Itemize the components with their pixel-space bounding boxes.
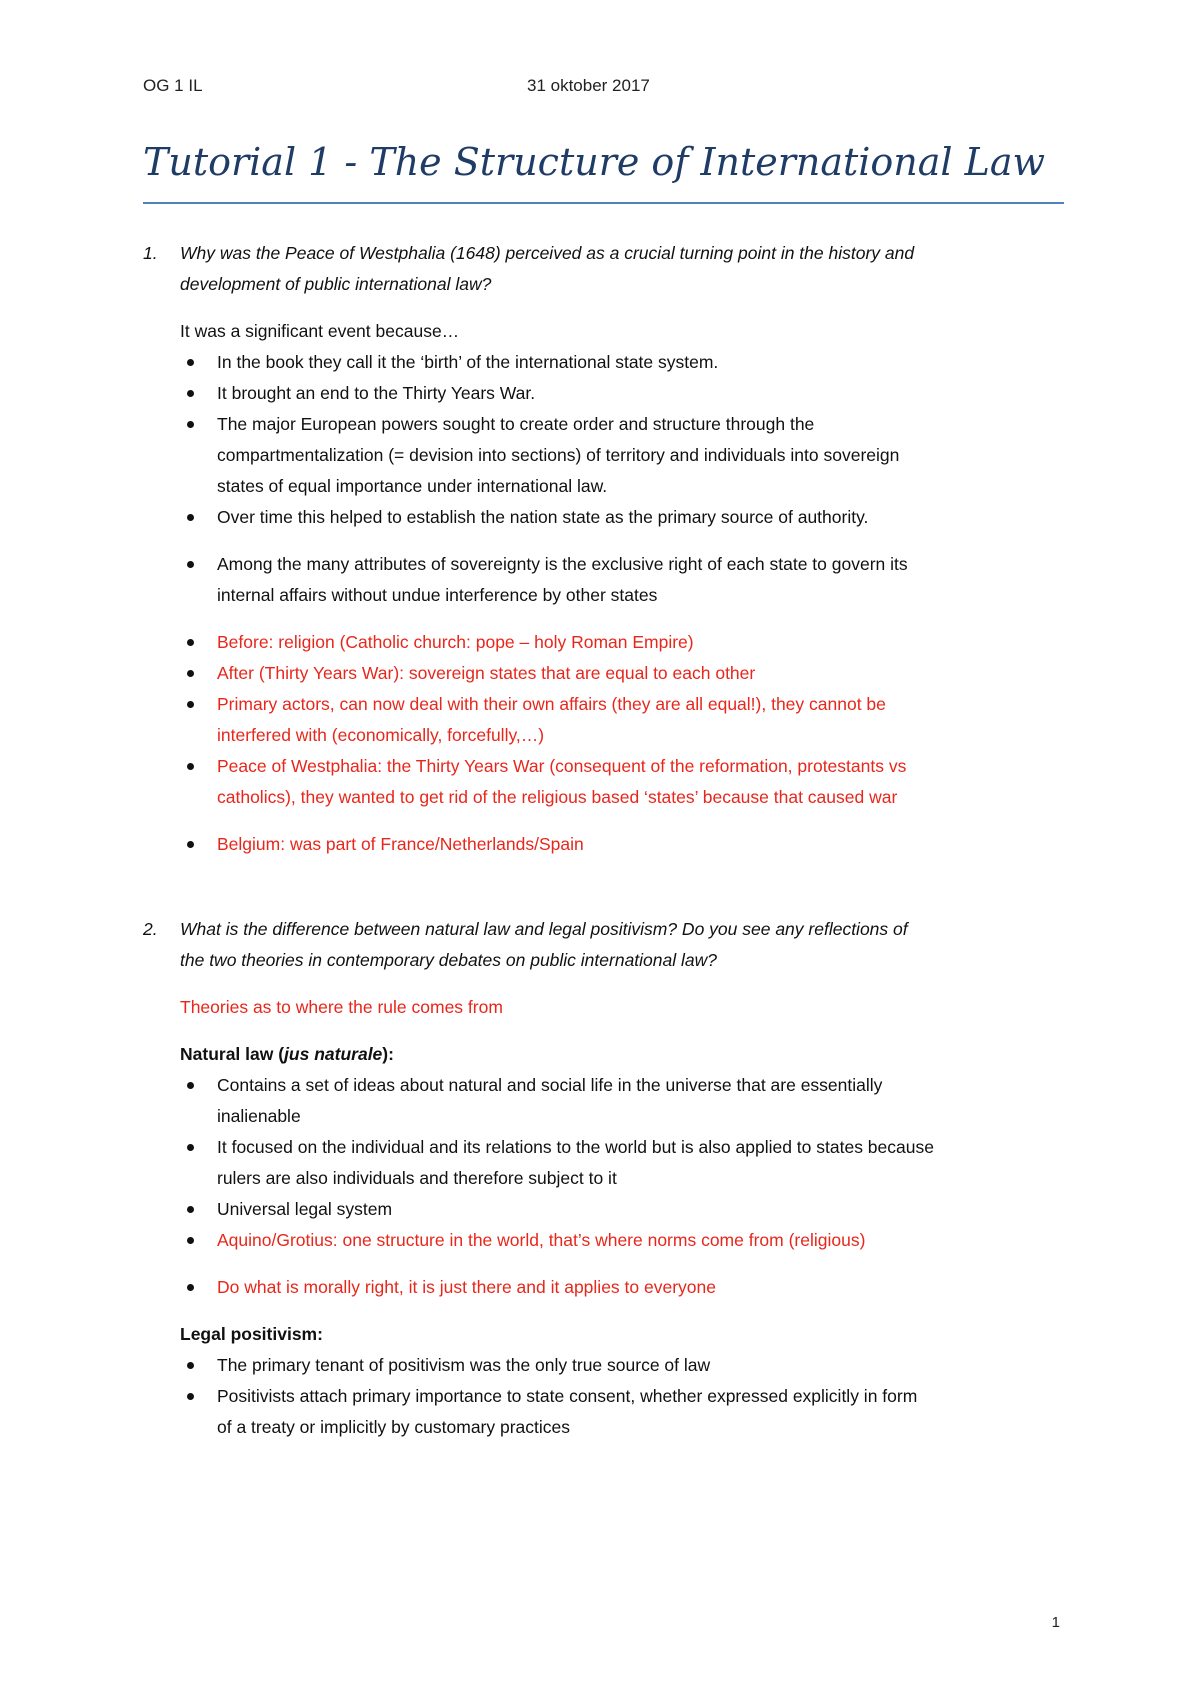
class-notes-intro: Theories as to where the rule comes from [180,997,503,1017]
question-2 [143,914,1063,976]
bullet-icon [187,1144,194,1151]
question-text-line: What is the difference between natural law and legal positivism? Do you see any reflections of [180,919,908,939]
question-text-line: development of public international law? [180,274,492,294]
class-notes-bullets [143,627,1063,813]
page-title: Tutorial 1 - The Structure of International Law [143,140,1046,184]
list-item: Among the many attributes of sovereignty is the exclusive right of each state to govern its internal affairs without undue interference by other states [143,549,1063,611]
list-item: Peace of Westphalia: the Thirty Years War (consequent of the reformation, protestants vs catholics), they wanted to get rid of the religious based ‘states’ because that caused war [143,751,1063,813]
list-item: Aquino/Grotius: one structure in the world, that’s where norms come from (religious) [143,1225,1063,1256]
bullet-icon [187,514,194,521]
list-item: Do what is morally right, it is just there and it applies to everyone [143,1272,1063,1303]
question-number: 2. [143,919,158,939]
bullet-icon [187,1284,194,1291]
list-item: Positivists attach primary importance to state consent, whether expressed explicitly in form of a treaty or implicitly by customary practices [143,1381,1063,1443]
positivism-bullets [143,1350,1063,1443]
list-item: Over time this helped to establish the nation state as the primary source of authority. [143,502,1063,533]
title-underline [143,202,1064,204]
question-text-line: Why was the Peace of Westphalia (1648) perceived as a crucial turning point in the history and [180,243,915,263]
document-body [143,238,1063,1443]
bullet-icon [187,1206,194,1213]
bullet-icon [187,701,194,708]
bullet-icon [187,390,194,397]
bullet-icon [187,1237,194,1244]
list-item: In the book they call it the ‘birth’ of the international state system. [143,347,1063,378]
bullet-icon [187,841,194,848]
bullet-icon [187,421,194,428]
list-item: Primary actors, can now deal with their own affairs (they are all equal!), they cannot be interfered with (economically, forcefully,…) [143,689,1063,751]
bullet-icon [187,561,194,568]
natural-law-bullets [143,1070,1063,1256]
answer-intro: It was a significant event because… [180,321,460,341]
question-1 [143,238,1063,300]
list-item: The major European powers sought to create order and structure through the compartmentalization (= devision into sections) of territory and individuals into sovereign states of equal importance under international law. [143,409,1063,502]
list-item: Belgium: was part of France/Netherlands/Spain [143,829,1063,860]
bullet-icon [187,639,194,646]
bullet-icon [187,1393,194,1400]
section-heading-natural-law: Natural law (jus naturale): [180,1044,394,1064]
question-text-line: the two theories in contemporary debates on public international law? [180,950,717,970]
list-item: Before: religion (Catholic church: pope – holy Roman Empire) [143,627,1063,658]
bullet-icon [187,1362,194,1369]
list-item: The primary tenant of positivism was the only true source of law [143,1350,1063,1381]
list-item: It brought an end to the Thirty Years War. [143,378,1063,409]
answer-bullets [143,347,1063,533]
class-notes-bullets [143,829,1063,860]
header-date: 31 oktober 2017 [527,76,650,95]
list-item: Universal legal system [143,1194,1063,1225]
list-item: It focused on the individual and its relations to the world but is also applied to states because rulers are also individuals and therefore subject to it [143,1132,1063,1194]
bullet-icon [187,1082,194,1089]
section-heading-legal-positivism: Legal positivism: [180,1324,323,1344]
list-item: After (Thirty Years War): sovereign states that are equal to each other [143,658,1063,689]
bullet-icon [187,359,194,366]
page-number: 1 [1051,1614,1060,1631]
class-notes-bullets [143,1272,1063,1303]
answer-bullets [143,549,1063,611]
bullet-icon [187,763,194,770]
list-item: Contains a set of ideas about natural and social life in the universe that are essentially inalienable [143,1070,1063,1132]
bullet-icon [187,670,194,677]
header-course: OG 1 IL [143,76,203,95]
question-number: 1. [143,243,158,263]
